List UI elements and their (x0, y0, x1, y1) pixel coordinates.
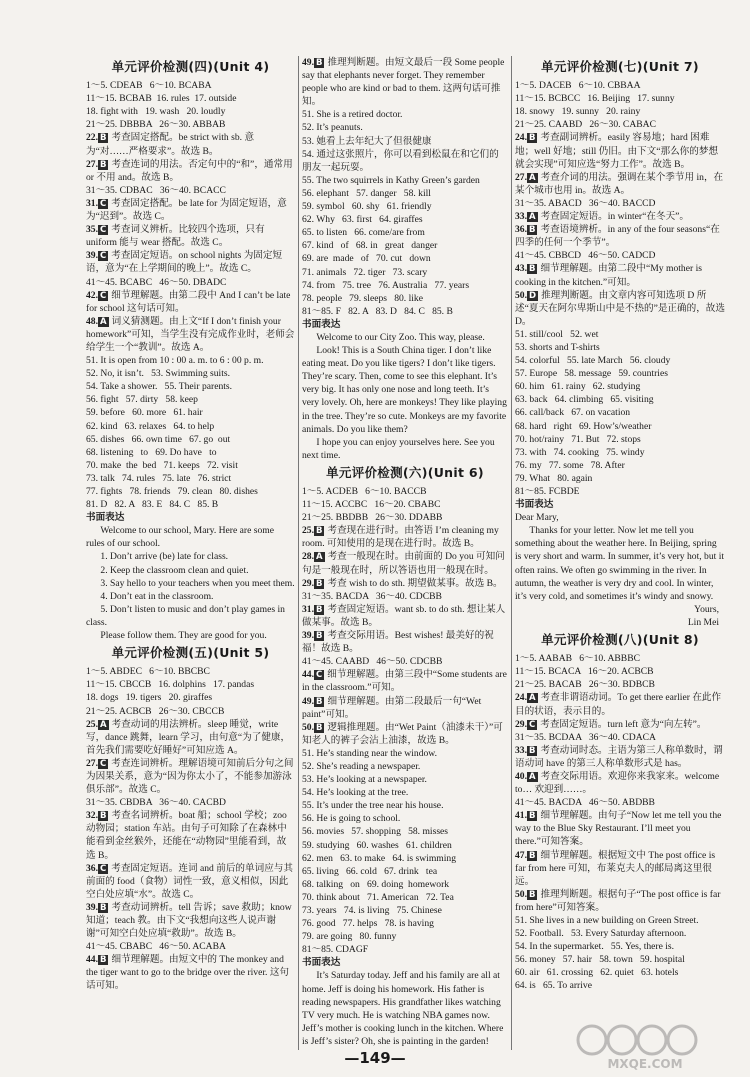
explanation-text: 考查交际用语。欢迎你来我家来。welcome to… 欢迎到……。 (515, 770, 722, 796)
answer-line: 18. snowy 19. sunny 20. rainy (515, 106, 641, 118)
question-number: 36. (515, 224, 527, 236)
answer-line: 59. studying 60. washes 61. children (302, 839, 452, 851)
essay-line: Lin Mei (687, 616, 719, 628)
answer-badge: C (316, 670, 323, 681)
answer-badge: B (316, 696, 323, 707)
question-number: 50. (302, 721, 314, 733)
explanation-text: 考查连词辨析。理解语境可知前后分句之间为因果关系，意为“因为你太小了，不能参加游泳俱乐部”。故选 C。 (86, 757, 294, 796)
question-number: 43. (515, 263, 527, 275)
explanation-text: 考查固定短语。连词 and 前后的单词应与其前面的 food（食物）词性一致，意义相似，因此空白处应填“水”。故选 C。 (86, 862, 293, 900)
question-number: 27. (86, 757, 98, 769)
answer-badge: C (100, 290, 107, 301)
essay-line: 1. Don’t arrive (be) late for class. (100, 551, 229, 563)
answer-badge: B (529, 225, 536, 236)
column-2 (302, 56, 508, 1048)
answer-explanation (302, 695, 508, 721)
answer-line: 62. Why 63. first 64. giraffes (302, 214, 423, 226)
question-number: 22. (86, 132, 98, 144)
question-number: 29. (302, 577, 314, 589)
answer-line: 77. fights 78. friends 79. clean 80. dishes (86, 486, 258, 497)
answer-explanation (86, 158, 295, 184)
answer-badge: B (316, 526, 323, 537)
explanation-text: 词义猜测题。由上文“If I don’t finish your homework”可知，当学生没有完成作业时，老师会给学生一个“教训”。故选 A。 (86, 315, 295, 353)
explanation-text: 推理判断题。由文章内容可知选项 D 所述“夏天在阿尔卑斯山中是不热的”是正确的，故选 D。 (515, 289, 728, 327)
explanation-text: 考查介词的用法。强调在某个季节用 in，在某个城市也用 in。故选 A。 (515, 171, 724, 196)
answer-line: 18. fight with 19. wash 20. loudly (86, 106, 226, 118)
answer-line: 63. back 64. climbing 65. visiting (515, 394, 654, 406)
answer-line: 54. He’s looking at the tree. (302, 787, 409, 799)
answer-line: Dear Mary, (515, 512, 559, 524)
answer-badge: C (529, 719, 536, 730)
answer-explanation (86, 197, 295, 223)
answer-explanation (302, 577, 508, 590)
answer-explanation (515, 171, 725, 197)
explanation-text: 考查固定搭配。be late for 为固定短语，意为“迟到”。故选 C。 (86, 197, 287, 223)
answer-line: 69. are made of 70. cut down (302, 253, 431, 265)
explanation-text: 细节理解题。由句子“Now let me tell you the way to the Blue Sky Restaurant. I’ll meet you there.”可知答案。 (515, 810, 724, 848)
writing-heading: 书面表达 (302, 957, 341, 969)
question-number: 24. (515, 132, 527, 144)
answer-line: 54. colorful 55. late March 56. cloudy (515, 355, 671, 367)
essay-line: It’s Saturday today. Jeff and his family are all at home. Jeff is doing his homework. His father is reading newspapers. His grandfather likes watching TV very much. He is watching NBA games now. Jeff’s mother is cooking lunch in the kitchen. Where is Jeff’s sister? Oh, she is painting in the garden! (302, 970, 506, 1047)
answer-line: 1～5. ABDEC 6～10. BBCBC (86, 666, 210, 678)
answer-line: 59. before 60. more 61. hair (86, 407, 203, 419)
explanation-text: 考查固定短语。want sb. to do sth. 想让某人做某事。故选 B。 (302, 603, 506, 628)
page-number: —149— (344, 1049, 406, 1067)
answer-explanation (302, 524, 508, 550)
answer-badge: B (529, 264, 536, 275)
answer-explanation (302, 629, 508, 655)
answer-explanation (86, 809, 295, 861)
answer-explanation (515, 888, 725, 914)
essay-line: 5. Don’t listen to music and don’t play games in class. (86, 603, 288, 628)
question-number: 28. (302, 551, 314, 563)
writing-heading: 书面表达 (515, 499, 554, 511)
answer-line: 68. listening to 69. Do have to (86, 446, 217, 458)
answer-explanation (86, 757, 295, 796)
answer-line: 52. Football. 53. Every Saturday afternoon. (515, 928, 687, 940)
answer-line: 65. to listen 66. come/are from (302, 227, 425, 239)
answer-line: 55. It’s under the tree near his house. (302, 800, 444, 812)
answer-badge: C (100, 758, 107, 769)
answer-explanation (515, 289, 728, 328)
answer-line: 81. D 82. A 83. E 84. C 85. B (86, 499, 219, 511)
answer-line: 11～15. BCBCC 16. Beijing 17. sunny (515, 93, 675, 105)
answer-line: 60. him 61. rainy 62. studying (515, 381, 641, 393)
answer-badge: B (529, 889, 536, 900)
answer-badge: B (529, 133, 536, 144)
answer-line: 21～25. BACAB 26～30. BDBCB (515, 679, 655, 691)
question-number: 48. (86, 315, 98, 327)
answer-badge: A (529, 172, 536, 183)
answer-line: 21～25. ACBCB 26～30. CBCCB (86, 705, 225, 717)
answer-explanation (515, 691, 725, 717)
answer-line: 1～5. ACDEB 6～10. BACCB (302, 486, 427, 497)
writing-heading: 书面表达 (302, 318, 341, 330)
question-number: 29. (515, 718, 527, 730)
answer-line: 56. He is going to school. (302, 813, 401, 825)
answer-explanation (302, 56, 508, 108)
answer-explanation (86, 315, 295, 354)
answer-line: 73. talk 74. rules 75. late 76. strict (86, 472, 232, 484)
answer-explanation (515, 223, 725, 249)
explanation-text: 考查一般现在时。由前面的 Do you 可知问句是一般现在时，所以答语也用一般现在时。 (302, 551, 505, 576)
answer-badge: A (316, 552, 323, 563)
answer-explanation (515, 744, 725, 770)
section-title: 单元评价检测(五)(Unit 5) (111, 645, 270, 661)
answer-explanation (86, 249, 295, 275)
answer-explanation (515, 770, 725, 796)
answer-line: 1～5. AABAB 6～10. ABBBC (515, 653, 641, 665)
answer-line: 31～35. BACDA 36～40. CDCBB (302, 590, 442, 602)
section-title: 单元评价检测(四)(Unit 4) (111, 59, 270, 74)
question-number: 27. (515, 171, 527, 183)
answer-line: 70. think about 71. American 72. Tea (302, 891, 454, 903)
answer-badge: B (529, 811, 536, 822)
essay-line: Welcome to our City Zoo. This way, please. (316, 331, 485, 343)
answer-line: 70. make the bed 71. keeps 72. visit (86, 459, 238, 471)
question-number: 40. (515, 770, 527, 782)
answer-explanation (86, 289, 295, 315)
essay-line: 3. Say hello to your teachers when you meet them. (100, 577, 295, 589)
question-number: 42. (86, 289, 98, 301)
question-number: 27. (86, 158, 98, 170)
explanation-text: 考查副词辨析。easily 容易地；hard 困难地；well 好地；still 仍旧。由下文“那么你的梦想就会实现”可知应选“努力工作”。故选 B。 (515, 132, 719, 170)
answer-line: 53. shorts and T-shirts (515, 341, 600, 353)
answer-badge: B (316, 604, 323, 615)
answer-explanation (515, 262, 725, 288)
essay-line: Welcome to our school, Mary. Here are some rules of our school. (86, 525, 277, 550)
question-number: 44. (86, 954, 98, 966)
answer-badge: B (100, 133, 107, 144)
answer-badge: A (529, 693, 536, 704)
section-title: 单元评价检测(八)(Unit 8) (541, 632, 699, 648)
answer-line: 51. It is open from 10 : 00 a. m. to 6 : 00 p. m. (86, 355, 264, 367)
answer-line: 81～85. CDAGF (302, 944, 369, 956)
essay-line: Thanks for your letter. Now let me tell you something about the weather here. In Beijing, spring is very short and warm. In summer, it’s very hot, but it often rains. We often go swimming in the river. In autumn, the weather is very dry and cool. In winter, it’s very cold, and sometimes it’s windy and snowy. (515, 525, 727, 602)
answer-badge: C (100, 225, 107, 236)
answer-badge: B (100, 902, 107, 913)
explanation-text: 细节理解题。由第三段中“Some students are in the classroom.”可知。 (302, 669, 510, 694)
answer-badge: B (100, 955, 107, 966)
answer-line: 51. She lives in a new building on Green Street. (515, 915, 699, 926)
answer-explanation (515, 131, 725, 170)
explanation-text: 推理判断题。根据句子“The post office is far from here”可知答案。 (515, 888, 723, 913)
answer-line: 79. What 80. again (515, 472, 593, 484)
answer-line: 11～15. CBCCB 16. dolphins 17. pandas (86, 679, 255, 691)
answer-explanation (515, 718, 725, 731)
essay-line: Look! This is a South China tiger. I don’t like eating meat. Do you like tigers? I don’t like tigers. They’re scary. Then, come to see this elephant. It’s very big. It has only one nose and long teeth. It’s very lovely. Oh, here are monkeys! They like playing in the tree. They’re so cute. Monkeys are my favorite animals. Do you like them? (302, 345, 510, 435)
answer-explanation (515, 809, 725, 848)
explanation-text: 考查动词辨析。tell 告诉；save 救助；know 知道；teach 教。由下文“我想向这些人说声谢谢”可知空白处应填“救助”。故选 B。 (86, 901, 295, 940)
explanation-text: 考查语境辨析。in any of the four seasons“在四季的任何一个季节”。 (515, 224, 720, 249)
explanation-text: 逻辑推理题。由“Wet Paint（油漆未干）”可知老人的裤子会沾上油漆，故选 B。 (302, 721, 503, 746)
explanation-text: 考查固定短语。on school nights 为固定短语，意为“在上学期间的晚上”。故选 C。 (86, 250, 283, 275)
answer-line: 76. good 77. helps 78. is having (302, 918, 434, 930)
answer-line: 62. men 63. to make 64. is swimming (302, 852, 457, 864)
question-number: 39. (86, 250, 98, 262)
explanation-text: 考查固定短语。in winter“在冬天”。 (540, 211, 690, 223)
explanation-text: 细节理解题。根据短文中 The post office is far from here 可知，布莱克夫人的邮局离这里很远。 (515, 849, 718, 887)
essay-line: Yours, (694, 603, 719, 615)
explanation-text: 考查交际用语。Best wishes! 最美好的祝福！故选 B。 (302, 630, 494, 655)
answer-line: 41～45. CBABC 46～50. ACABA (86, 941, 226, 953)
answer-line: 73. with 74. cooking 75. windy (515, 446, 645, 458)
essay-line: I hope you can enjoy yourselves here. See you next time. (302, 436, 498, 461)
essay-line: 4. Don’t eat in the classroom. (100, 590, 214, 602)
answer-line: 11～15. ACCBC 16～20. CBABC (302, 499, 441, 511)
answer-line: 53. 她看上去年纪大了但很健康 (302, 135, 432, 147)
answer-badge: A (100, 316, 107, 327)
column-divider (511, 56, 512, 1050)
question-number: 41. (515, 810, 527, 822)
question-number: 31. (302, 603, 314, 615)
answer-explanation (515, 849, 725, 888)
question-number: 25. (302, 525, 314, 537)
question-number: 33. (515, 211, 527, 223)
question-number: 49. (302, 57, 314, 68)
question-number: 24. (515, 692, 527, 704)
answer-badge: B (529, 850, 536, 861)
answer-badge: B (529, 745, 536, 756)
answer-line: 76. my 77. some 78. After (515, 459, 625, 471)
question-number: 35. (86, 224, 98, 236)
answer-line: 70. hot/rainy 71. But 72. stops (515, 433, 641, 445)
question-number: 32. (86, 810, 98, 822)
answer-explanation (86, 953, 295, 992)
answer-badge: A (529, 212, 536, 223)
answer-line: 52. It’s peanuts. (302, 122, 363, 134)
answer-line: 64. is 65. To arrive (515, 980, 592, 992)
answer-line: 68. talking on 69. doing homework (302, 878, 450, 890)
answer-explanation (302, 721, 508, 747)
answer-line: 1～5. DACEB 6～10. CBBAA (515, 80, 641, 92)
explanation-text: 推理判断题。由短文最后一段 Some people say that elephants never forget. They remember people who are kind or bad to them. 这两句话可推知。 (302, 57, 507, 108)
section-title: 单元评价检测(六)(Unit 6) (326, 464, 484, 480)
explanation-text: 考查动词时态。主语为第三人称单数时，谓语动词 have 的第三人称单数形式是 has。 (515, 744, 723, 769)
answer-line: 66. call/back 67. on vacation (515, 407, 631, 419)
answer-line: 31～35. CDBAC 36～40. BCACC (86, 184, 226, 196)
answer-badge: B (316, 631, 323, 642)
section-title: 单元评价检测(七)(Unit 7) (541, 59, 699, 74)
essay-line: 2. Keep the classroom clean and quiet. (100, 564, 249, 576)
explanation-text: 考查现在进行时。由答语 I’m cleaning my room. 可知使用的是现在进行时。故选 B。 (302, 525, 502, 550)
answer-line: 54. Take a shower. 55. Their parents. (86, 381, 233, 393)
answer-line: 41～45. BACDA 46～50. ABDBB (515, 797, 655, 809)
column-3 (515, 56, 728, 993)
answer-line: 81～85. F 82. A 83. D 84. C 85. B (302, 305, 453, 317)
answer-line: 56. fight 57. dirty 58. keep (86, 394, 198, 406)
answer-line: 62. kind 63. relaxes 64. to help (86, 420, 215, 432)
answer-line: 55. The two squirrels in Kathy Green’s garden (302, 174, 480, 186)
answer-line: 52. She’s reading a newspaper. (302, 760, 421, 772)
answer-badge: B (316, 722, 323, 733)
answer-line: 71. animals 72. tiger 73. scary (302, 266, 428, 278)
question-number: 36. (86, 862, 98, 874)
answer-line: 21～25. CAABD 26～30. CABAC (515, 119, 656, 131)
column-divider (298, 56, 299, 1050)
explanation-text: 考查 wish to do sth. 期望做某事。故选 B。 (327, 577, 503, 589)
question-number: 44. (302, 669, 314, 681)
answer-line: 41～45. CBBCD 46～50. CADCD (515, 250, 656, 262)
answer-line: 11～15. BCACA 16～20. ACBCB (515, 666, 654, 678)
svg-text:MXQE.COM: MXQE.COM (607, 1057, 683, 1071)
explanation-text: 细节理解题。由第二段最后一句“Wet paint”可知。 (302, 695, 484, 720)
answer-line: 57. Europe 58. message 59. countries (515, 368, 668, 380)
answer-line: 41～45. BCABC 46～50. DBADC (86, 276, 227, 288)
answer-explanation (302, 550, 508, 576)
answer-line: 11～15. BCBAB 16. rules 17. outside (86, 93, 237, 105)
answer-badge: B (100, 811, 107, 822)
explanation-text: 考查词义辨析。比较四个选项，只有 uniform 能与 wear 搭配。故选 C。 (86, 224, 268, 249)
question-number: 31. (86, 197, 98, 209)
answer-line: 78. people 79. sleeps 80. like (302, 292, 423, 304)
explanation-text: 细节理解题。由第二段中 And I can’t be late for school 这句话可知。 (86, 289, 293, 314)
question-number: 47. (515, 849, 527, 861)
answer-line: 31～35. BCDAA 36～40. CDACA (515, 731, 656, 743)
answer-line: 21～25. BBDBB 26～30. DDABB (302, 512, 443, 524)
answer-explanation (86, 223, 295, 249)
answer-explanation (86, 901, 295, 940)
answer-explanation (302, 603, 508, 629)
answer-line: 31～35. CBDBA 36～40. CACBD (86, 797, 226, 809)
answer-line: 54. In the supermarket. 55. Yes, there is. (515, 941, 675, 953)
answer-explanation (86, 131, 295, 157)
question-number: 50. (515, 888, 527, 900)
answer-badge: B (316, 58, 323, 68)
explanation-text: 考查动词的用法辨析。sleep 睡觉，write 写，dance 跳舞，learn 学习，由句意“为了健康，首先我们需要吃好睡好”可知应选 A。 (86, 718, 291, 756)
answer-badge: B (316, 578, 323, 589)
question-number: 49. (302, 695, 314, 707)
answer-explanation (86, 718, 295, 757)
answer-badge: B (100, 159, 107, 170)
question-number: 39. (86, 901, 98, 913)
answer-line: 60. air 61. crossing 62. quiet 63. hotels (515, 967, 679, 979)
answer-line: 52. No, it isn’t. 53. Swimming suits. (86, 368, 231, 380)
answer-line: 56. movies 57. shopping 58. misses (302, 826, 449, 838)
answer-line: 73. years 74. is living 75. Chinese (302, 905, 442, 916)
answer-line: 74. from 75. tree 76. Australia 77. years (302, 279, 470, 291)
answer-line: 18. dogs 19. tigers 20. giraffes (86, 692, 213, 704)
answer-line: 41～45. CAABD 46～50. CDCBB (302, 656, 443, 668)
answer-line: 51. still/cool 52. wet (515, 328, 599, 340)
explanation-text: 考查固定短语。turn left 意为“向左转”。 (540, 718, 707, 730)
answer-line: 81～85. FCBDE (515, 486, 580, 497)
question-number: 39. (302, 630, 314, 642)
answer-badge: A (100, 719, 107, 730)
answer-line: 51. She is a retired doctor. (302, 109, 403, 121)
question-number: 25. (86, 718, 98, 730)
explanation-text: 考查连词的用法。否定句中的“和”，通常用 or 不用 and。故选 B。 (86, 158, 296, 183)
column-1 (86, 56, 295, 993)
answer-explanation (86, 862, 295, 901)
essay-line: Please follow them. They are good for you. (100, 630, 267, 642)
answer-badge: A (529, 771, 536, 782)
answer-badge: C (100, 863, 107, 874)
answer-explanation (515, 210, 725, 223)
explanation-text: 细节理解题。由短文中的 The monkey and the tiger want to go to the bridge over the river. 这句话可知。 (86, 954, 290, 992)
answer-line: 65. living 66. cold 67. drink tea (302, 865, 438, 877)
answer-badge: C (100, 251, 107, 262)
answer-line: 79. are going 80. funny (302, 931, 397, 943)
question-number: 50. (515, 289, 527, 301)
answer-line: 68. hard right 69. How’s/weather (515, 420, 652, 432)
answer-line: 1～5. CDEAB 6～10. BCABA (86, 80, 212, 92)
answer-line: 54. 通过这张照片，你可以看到松鼠在和它们的朋友一起玩耍。 (302, 148, 499, 173)
explanation-text: 考查名词辨析。boat 船；school 学校；zoo 动物园；station 车站。由句子可知除了在森林中能看到金丝猴外，还能在“动物园”里能看到，故选 B。 (86, 810, 290, 861)
writing-heading: 书面表达 (86, 512, 125, 524)
explanation-text: 考查固定搭配。be strict with sb. 意为“对……严格要求”。故选 B。 (86, 132, 255, 157)
answer-line: 51. He’s standing near the window. (302, 747, 437, 759)
answer-line: 67. kind of 68. in great danger (302, 240, 438, 252)
explanation-text: 考查非谓语动词。To get there earlier 在此作目的状语，表示目的。 (515, 692, 722, 717)
answer-line: 56. money 57. hair 58. town 59. hospital (515, 954, 685, 966)
answer-line: 59. symbol 60. shy 61. friendly (302, 201, 432, 213)
answer-line: 31～35. ABACD 36～40. BACCD (515, 197, 656, 209)
answer-line: 53. He’s looking at a newspaper. (302, 774, 427, 786)
question-number: 33. (515, 744, 527, 756)
answer-line: 21～25. DBBBA 26～30. ABBAB (86, 119, 226, 131)
answer-badge: D (529, 290, 537, 301)
answer-badge: C (100, 198, 107, 209)
answer-line: 56. elephant 57. danger 58. kill (302, 187, 431, 199)
answer-line: 65. dishes 66. own time 67. go out (86, 433, 231, 445)
answer-explanation (302, 668, 508, 694)
explanation-text: 细节理解题。由第二段中“My mother is cooking in the kitchen.”可知。 (515, 263, 705, 288)
